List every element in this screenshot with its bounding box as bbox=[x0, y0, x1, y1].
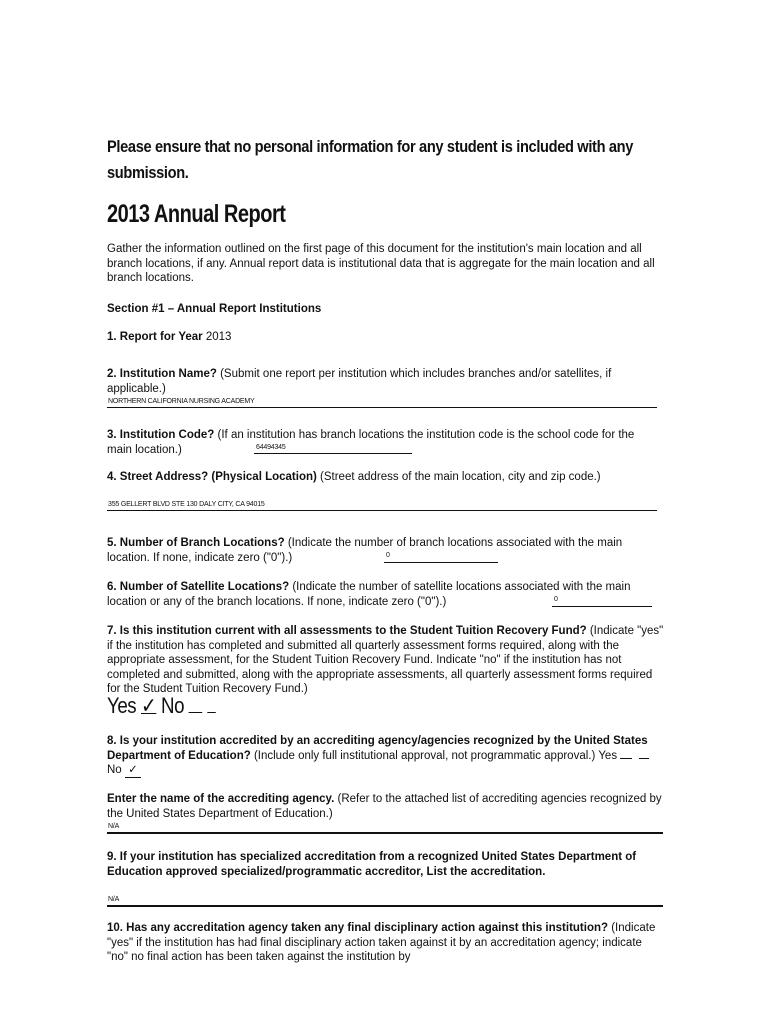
question-2 bbox=[107, 367, 662, 396]
q2-answer: NORTHERN CALIFORNIA NURSING ACADEMY bbox=[108, 398, 255, 405]
question-1 bbox=[107, 330, 662, 345]
q7-yes-label: Yes bbox=[107, 693, 137, 718]
q8-yes-blank[interactable] bbox=[620, 758, 632, 759]
q7-extra-blank bbox=[207, 712, 216, 713]
agency-text: (Refer to the attached list of accrediting agencies recognized by the United States Department of Education.) bbox=[107, 793, 662, 820]
q7-text: (Indicate "yes" if the institution has completed and submitted all quarterly assessment forms required, along with the appropriate assessment, for the Student Tuition Recovery Fund. Indicate "no" if the institution has not completed and submitted, along with the appropriate assessments, all quarterly assessment forms required for the Student Tuition Recovery Fund.) bbox=[107, 625, 664, 695]
q2-text: (Submit one report per institution which includes branches and/or satellites, if applicable.) bbox=[107, 368, 612, 395]
question-4 bbox=[107, 470, 662, 485]
question-6 bbox=[107, 580, 662, 609]
q4-label: 4. Street Address? (Physical Location) bbox=[107, 471, 317, 483]
q4-answer-line bbox=[107, 510, 657, 511]
q6-answer: 0 bbox=[554, 596, 558, 603]
question-9: 9. If your institution has specialized accreditation from a recognized United States Department of Education approved specialized/programmatic accreditor, List the accreditation. bbox=[107, 851, 637, 878]
q7-label: 7. Is this institution current with all assessments to the Student Tuition Recovery Fund? bbox=[107, 625, 587, 637]
agency-prompt bbox=[107, 792, 662, 821]
question-7 bbox=[107, 624, 667, 697]
q6-answer-line bbox=[552, 606, 652, 607]
intro-paragraph: Gather the information outlined on the first page of this document for the institution's main location and all branch locations, if any. Annual report data is institutional data that is aggregate for the main location and all branch locations. bbox=[107, 243, 655, 284]
q10-text: (Indicate "yes" if the institution has had final disciplinary action taken against it by an accreditation agency; indicate "no" no final action has been taken against the institution by bbox=[107, 922, 656, 963]
q8-gap-blank bbox=[639, 758, 649, 759]
agency-answer-line bbox=[107, 832, 663, 834]
q4-text: (Street address of the main location, city and zip code.) bbox=[316, 471, 601, 483]
q4-answer: 355 GELLERT BLVD STE 130 DALY CITY, CA 94015 bbox=[108, 501, 265, 508]
q6-label: 6. Number of Satellite Locations? bbox=[107, 581, 290, 593]
question-10 bbox=[107, 921, 662, 965]
agency-label: Enter the name of the accrediting agency. bbox=[107, 793, 335, 805]
q7-no-blank[interactable] bbox=[189, 712, 203, 713]
q9-answer-line bbox=[107, 905, 663, 907]
q2-label: 2. Institution Name? bbox=[107, 368, 217, 380]
question-5 bbox=[107, 536, 647, 565]
q5-text: (Indicate the number of branch locations associated with the main location. If none, indicate zero ("0").) bbox=[107, 537, 623, 564]
q7-no-label: No bbox=[161, 693, 185, 718]
q2-answer-line bbox=[107, 407, 657, 408]
q3-answer-line bbox=[254, 453, 412, 454]
q6-text: (Indicate the number of satellite locations associated with the main location or any of the branch locations. If none, indicate zero ("0").) bbox=[107, 581, 631, 608]
q3-label: 3. Institution Code? bbox=[107, 429, 215, 441]
q1-label: 1. Report for Year bbox=[107, 331, 203, 343]
q5-answer-line bbox=[384, 562, 498, 563]
q7-response bbox=[107, 693, 216, 719]
q9-answer: N/A bbox=[108, 896, 120, 903]
agency-answer: N/A bbox=[108, 823, 120, 830]
q5-answer: 0 bbox=[386, 552, 390, 559]
page-title: 2013 Annual Report bbox=[107, 200, 286, 228]
q1-value: 2013 bbox=[205, 331, 232, 343]
privacy-notice: Please ensure that no personal information for any student is included with any submission. bbox=[107, 137, 634, 182]
q8-text: (Include only full institutional approval, not programmatic approval.) bbox=[250, 749, 596, 762]
q8-no-label: No bbox=[107, 764, 122, 776]
q5-label: 5. Number of Branch Locations? bbox=[107, 537, 285, 549]
q8-yes-label: Yes bbox=[598, 749, 618, 762]
section-heading: Section #1 – Annual Report Institutions bbox=[107, 303, 322, 315]
q3-answer: 64494345 bbox=[256, 444, 286, 451]
q10-label: 10. Has any accreditation agency taken any final disciplinary action against this institution? bbox=[107, 922, 609, 934]
q7-yes-check[interactable]: ✓ bbox=[141, 693, 157, 718]
q8-label: 8. Is your institution accredited by an accrediting agency/agencies recognized by the United States Department of Education? bbox=[107, 735, 648, 762]
question-8 bbox=[107, 734, 662, 778]
q3-text: (If an institution has branch locations the institution code is the school code for the main location.) bbox=[107, 429, 635, 456]
q8-no-check[interactable]: ✓ bbox=[125, 763, 141, 778]
